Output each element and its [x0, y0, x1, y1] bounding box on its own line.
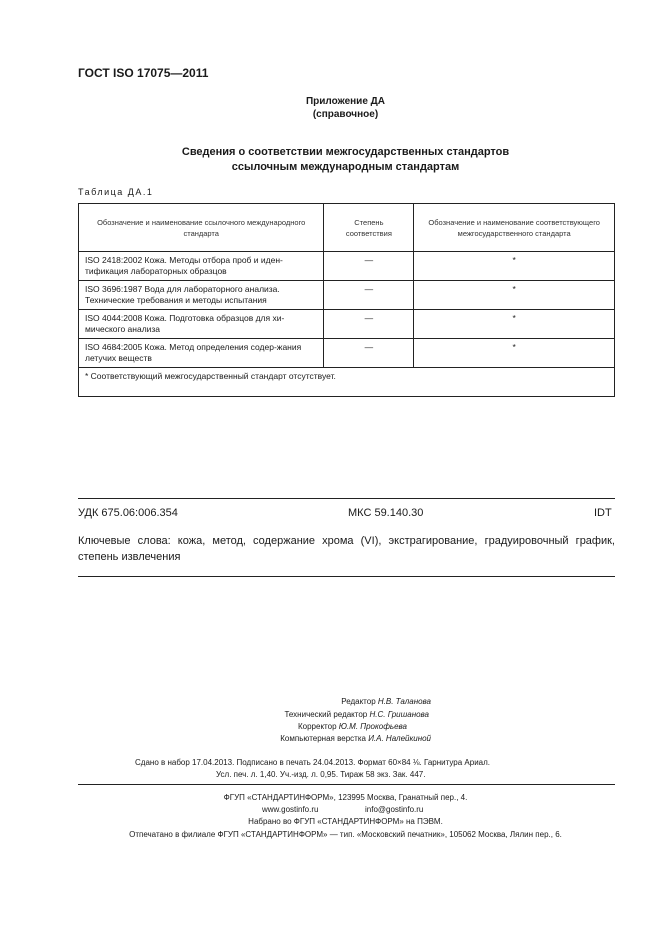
table-row — [79, 310, 615, 339]
cell-standard-name: ISO 2418:2002 Кожа. Методы отбора проб и иден-тификация лабораторных образцов — [79, 252, 324, 281]
section-heading — [0, 145, 661, 175]
table-note-row — [79, 368, 615, 397]
heading-line-2: ссылочным международным стандартам — [231, 161, 460, 173]
annex-block — [0, 95, 661, 121]
cell-equivalent: * — [414, 339, 615, 368]
cell-standard-name: ISO 4044:2008 Кожа. Подготовка образцов для хи-мического анализа — [79, 310, 324, 339]
header-interstate-standard: Обозначение и наименование соответствующего межгосударственного стандарта — [414, 204, 615, 252]
publisher-website[interactable]: www.gostinfo.ru — [262, 805, 319, 814]
table-header-row — [79, 204, 615, 252]
cell-degree: — — [324, 252, 414, 281]
cell-standard-name: ISO 4684:2005 Кожа. Метод определения содер-жания летучих веществ — [79, 339, 324, 368]
credit-editor — [341, 696, 431, 707]
cell-degree: — — [324, 310, 414, 339]
cell-equivalent: * — [414, 281, 615, 310]
cell-standard-name: ISO 3696:1987 Вода для лабораторного анализа. Технические требования и методы испытания — [79, 281, 324, 310]
typeset-info: Набрано во ФГУП «СТАНДАРТИНФОРМ» на ПЭВМ. — [248, 817, 443, 826]
credit-tech-editor — [284, 709, 429, 720]
credit-role: Редактор — [341, 697, 376, 706]
credit-role: Корректор — [298, 722, 337, 731]
cell-degree: — — [324, 339, 414, 368]
correspondence-table — [78, 203, 615, 397]
idt-label: IDT — [594, 507, 612, 519]
credit-name: Н.С. Гришанова — [369, 710, 429, 719]
table-row — [79, 281, 615, 310]
document-code: ГОСТ ISO 17075—2011 — [78, 66, 209, 80]
credit-layout — [280, 733, 431, 744]
divider-bottom — [78, 576, 615, 577]
udk-code: УДК 675.06:006.354 — [78, 507, 178, 519]
credit-proofreader — [298, 721, 407, 732]
credit-role: Технический редактор — [284, 710, 368, 719]
publishing-info-2: Усл. печ. л. 1,40. Уч.-изд. л. 0,95. Тираж 58 экз. Зак. 447. — [216, 770, 426, 779]
credit-name: Н.В. Таланова — [377, 697, 431, 706]
table-note: * Соответствующий межгосударственный стандарт отсутствует. — [79, 368, 615, 397]
cell-equivalent: * — [414, 310, 615, 339]
table-row — [79, 252, 615, 281]
credit-name: Ю.М. Прокофьева — [338, 722, 407, 731]
publisher-address: ФГУП «СТАНДАРТИНФОРМ», 123995 Москва, Гранатный пер., 4. — [223, 793, 468, 802]
divider-footer — [78, 784, 615, 785]
keywords: Ключевые слова: кожа, метод, содержание хрома (VI), экстрагирование, градуировочный график, степень извлечения — [78, 535, 615, 563]
publishing-info-1: Сдано в набор 17.04.2013. Подписано в печать 24.04.2013. Формат 60×84 ⅛. Гарнитура Ариал. — [135, 758, 491, 767]
credit-role: Компьютерная верстка — [280, 734, 366, 743]
header-degree: Степень соответствия — [324, 204, 414, 252]
credit-name: И.А. Налейкиной — [368, 734, 431, 743]
cell-equivalent: * — [414, 252, 615, 281]
divider-top — [78, 498, 615, 499]
table-row — [79, 339, 615, 368]
heading-line-1: Сведения о соответствии межгосударственных стандартов — [181, 146, 510, 158]
mks-code: МКС 59.140.30 — [348, 507, 424, 519]
cell-degree: — — [324, 281, 414, 310]
table-caption: Таблица ДА.1 — [78, 187, 154, 197]
header-intl-standard: Обозначение и наименование ссылочного международного стандарта — [79, 204, 324, 252]
annex-subtitle: (справочное) — [312, 109, 379, 120]
printing-info: Отпечатано в филиале ФГУП «СТАНДАРТИНФОРМ» — тип. «Московский печатник», 105062 Москва, Лялин пер., 6. — [129, 830, 562, 839]
publisher-email[interactable]: info@gostinfo.ru — [365, 805, 424, 814]
annex-title: Приложение ДА — [305, 96, 386, 107]
